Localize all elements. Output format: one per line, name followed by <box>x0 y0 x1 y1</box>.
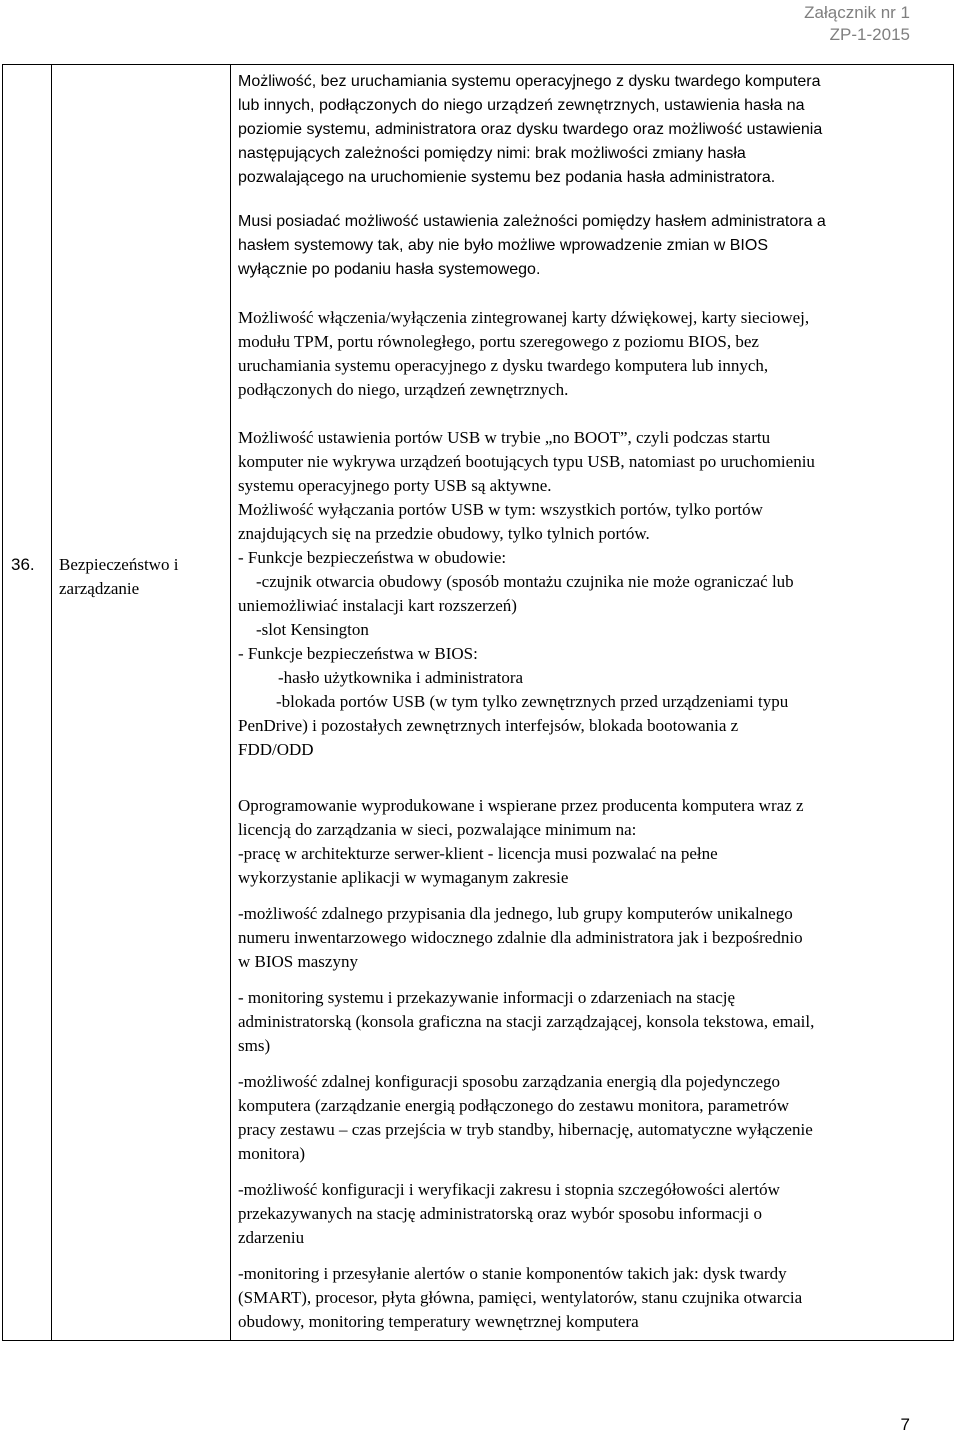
requirements-content <box>238 70 950 1334</box>
text-line: - monitoring systemu i przekazywanie informacji o zdarzeniach na stację <box>238 988 736 1007</box>
management-software-block <box>238 794 950 890</box>
column-divider <box>51 65 52 1340</box>
column-divider <box>230 65 231 1340</box>
document-reference: ZP-1-2015 <box>829 25 910 44</box>
text-line: poziomie systemu, administratora oraz dysku twardego oraz możliwość ustawienia <box>238 121 823 138</box>
text-line: Możliwość wyłączania portów USB w tym: wszystkich portów, tylko portów <box>238 500 763 519</box>
text-line: hasłem systemowy tak, aby nie było możliwe wprowadzenie zmian w BIOS <box>238 237 768 254</box>
inventory-number-block <box>238 902 950 974</box>
monitoring-block <box>238 986 950 1058</box>
text-line: pozwalającego na uruchomienie systemu bez podania hasła administratora. <box>238 169 776 186</box>
document-header <box>804 2 910 46</box>
text-line: obudowy, monitoring temperatury wewnętrznej komputera <box>238 1312 639 1331</box>
attachment-label: Załącznik nr 1 <box>804 3 910 22</box>
text-line: uruchamiania systemu operacyjnego z dysku twardego komputera lub innych, <box>238 356 769 375</box>
text-line: licencją do zarządzania w sieci, pozwalające minimum na: <box>238 820 637 839</box>
integrated-devices-block <box>238 306 950 402</box>
text-line: wykorzystanie aplikacji w wymaganym zakresie <box>238 868 569 887</box>
text-line: administratorską (konsola graficzna na stacji zarządzającej, konsola tekstowa, email, <box>238 1012 815 1031</box>
text-line: komputer nie wykrywa urządzeń bootujących typu USB, natomiast po uruchomieniu <box>238 452 815 471</box>
text-line: przekazywanych na stację administratorską oraz wybór sposobu informacji o <box>238 1204 762 1223</box>
component-alerts-block <box>238 1262 950 1334</box>
text-line: -możliwość zdalnej konfiguracji sposobu zarządzania energią dla pojedynczego <box>238 1072 781 1091</box>
text-line: -monitoring i przesyłanie alertów o stanie komponentów takich jak: dysk twardy <box>238 1264 787 1283</box>
usb-security-block <box>238 426 950 762</box>
row-number: 36. <box>11 555 35 574</box>
text-line: -hasło użytkownika i administratora <box>278 668 524 687</box>
alerts-config-block <box>238 1178 950 1250</box>
text-line: lub innych, podłączonych do niego urządzeń zewnętrznych, ustawienia hasła na <box>238 97 805 114</box>
text-line: -pracę w architekturze serwer-klient - licencja musi pozwalać na pełne <box>238 844 718 863</box>
text-line: podłączonych do niego, urządzeń zewnętrznych. <box>238 380 569 399</box>
text-line: Możliwość, bez uruchamiania systemu operacyjnego z dysku twardego komputera <box>238 73 821 90</box>
text-line: uniemożliwiać instalacji kart rozszerzeń) <box>238 596 517 615</box>
text-line: wyłącznie po podaniu hasła systemowego. <box>238 261 541 278</box>
power-management-block <box>238 1070 950 1166</box>
text-line: Oprogramowanie wyprodukowane i wspierane przez producenta komputera wraz z <box>238 796 804 815</box>
text-line: pracy zestawu – czas przejścia w tryb standby, hibernację, automatyczne wyłączenie <box>238 1120 813 1139</box>
text-line: - Funkcje bezpieczeństwa w obudowie: <box>238 548 507 567</box>
text-line: -możliwość zdalnego przypisania dla jednego, lub grupy komputerów unikalnego <box>238 904 793 923</box>
text-line: - Funkcje bezpieczeństwa w BIOS: <box>238 644 478 663</box>
text-line: numeru inwentarzowego widocznego zdalnie dla administratora jak i bezpośrednio <box>238 928 803 947</box>
text-line: modułu TPM, portu równoległego, portu szeregowego z poziomu BIOS, bez <box>238 332 759 351</box>
text-line: systemu operacyjnego porty USB są aktywne. <box>238 476 552 495</box>
text-line: PenDrive) i pozostałych zewnętrznych interfejsów, blokada bootowania z <box>238 716 739 735</box>
text-line: zdarzeniu <box>238 1228 305 1247</box>
bios-password-block <box>238 70 950 190</box>
text-line: -możliwość konfiguracji i weryfikacji zakresu i stopnia szczegółowości alertów <box>238 1180 780 1199</box>
page-number: 7 <box>900 1415 910 1434</box>
text-line: w BIOS maszyny <box>238 952 358 971</box>
text-line: komputera (zarządzanie energią podłączonego do zestawu monitora, parametrów <box>238 1096 789 1115</box>
text-line: (SMART), procesor, płyta główna, pamięci, wentylatorów, stanu czujnika otwarcia <box>238 1288 803 1307</box>
row-name: Bezpieczeństwo i zarządzanie <box>59 555 179 598</box>
text-line: następujących zależności pomiędzy nimi: brak możliwości zmiany hasła <box>238 145 746 162</box>
text-line: Możliwość ustawienia portów USB w trybie „no BOOT”, czyli podczas startu <box>238 428 771 447</box>
text-line: -slot Kensington <box>256 620 369 639</box>
text-line: FDD/ODD <box>238 740 314 759</box>
password-dependency-block <box>238 210 950 282</box>
text-line: monitora) <box>238 1144 306 1163</box>
text-line: znajdujących się na przedzie obudowy, tylko tylnich portów. <box>238 524 650 543</box>
text-line: -czujnik otwarcia obudowy (sposób montażu czujnika nie może ograniczać lub <box>256 572 794 591</box>
text-line: -blokada portów USB (w tym tylko zewnętrznych przed urządzeniami typu <box>276 692 789 711</box>
text-line: Musi posiadać możliwość ustawienia zależności pomiędzy hasłem administratora a <box>238 213 826 230</box>
text-line: Możliwość włączenia/wyłączenia zintegrowanej karty dźwiękowej, karty sieciowej, <box>238 308 810 327</box>
text-line: sms) <box>238 1036 271 1055</box>
specification-table <box>2 64 954 1341</box>
